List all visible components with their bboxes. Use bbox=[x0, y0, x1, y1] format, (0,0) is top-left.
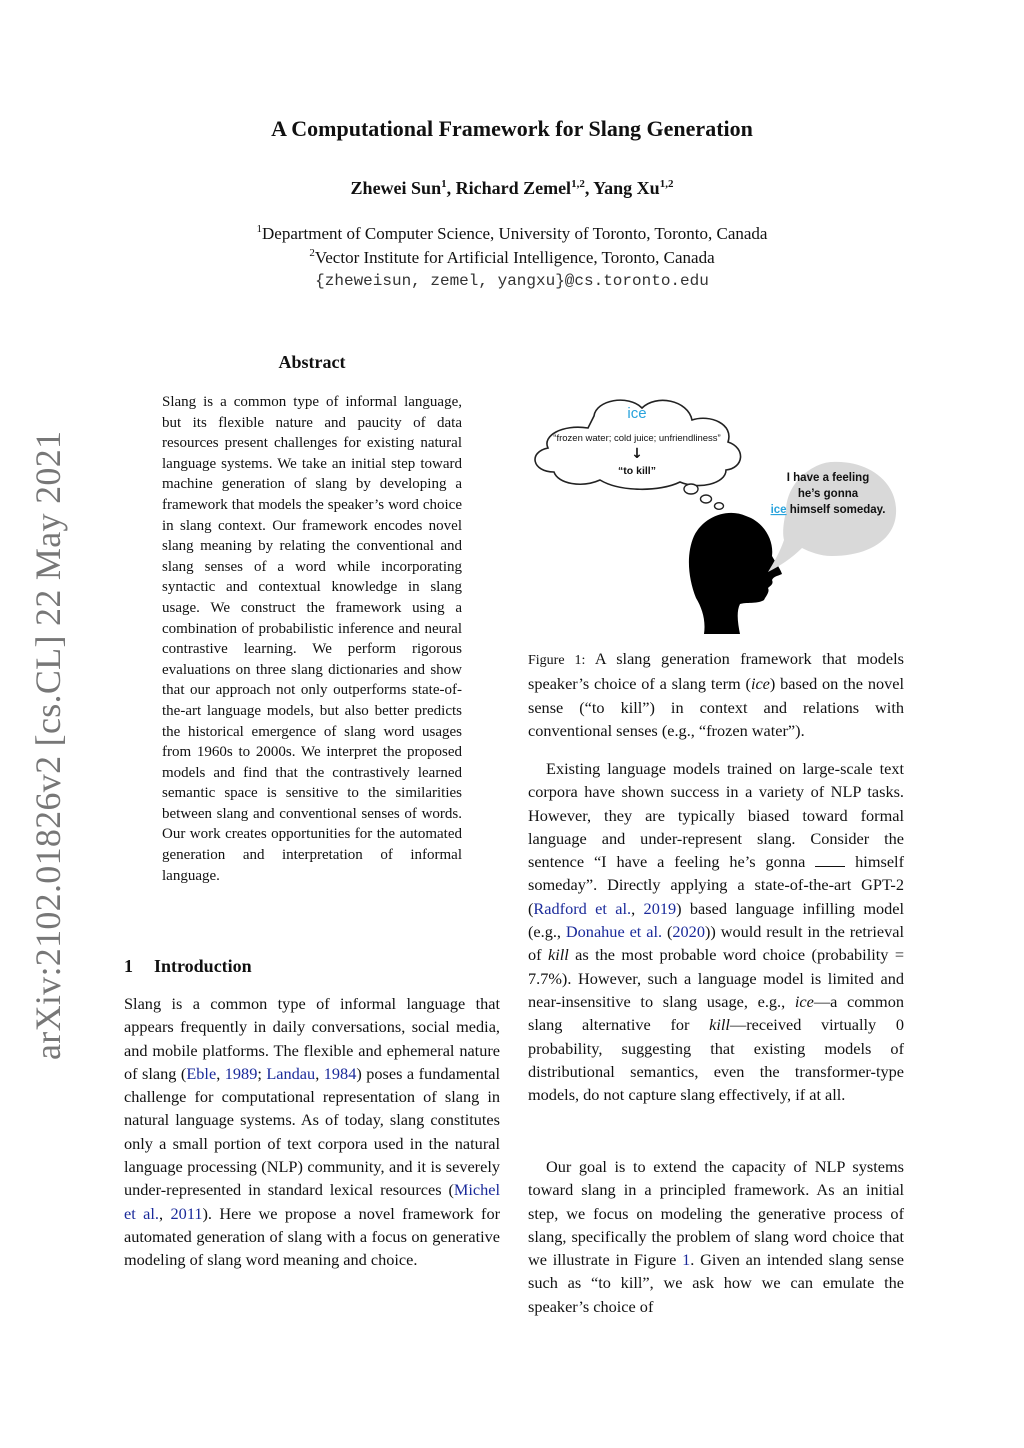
text-run: as the most probable word choice (probability = 7.7%). However, such a language model is limited and near-insensitive to slang usage, e.g., bbox=[528, 945, 904, 1011]
citation-link[interactable]: 1989 bbox=[224, 1063, 258, 1083]
citation-link[interactable]: 2020 bbox=[672, 922, 705, 942]
affiliation-text: Vector Institute for Artificial Intelligence, Toronto, Canada bbox=[314, 248, 715, 267]
affiliation-text: Department of Computer Science, University of Toronto, Toronto, Canada bbox=[262, 224, 768, 243]
text-run: A slang generation framework that models speaker’s choice of a slang term ( bbox=[528, 649, 904, 694]
text-run: ) based on the novel sense (“to kill”) in context and relations with conventional senses (e.g., “frozen water”). bbox=[528, 674, 904, 740]
affiliation bbox=[0, 224, 1024, 244]
emphasis: kill bbox=[709, 1015, 730, 1035]
thought-dot bbox=[715, 503, 724, 510]
intro-paragraph: Slang is a common type of informal language that appears frequently in daily conversations, social media, and mobile platforms. The flexible and ephemeral nature of slang (Eble, 1989; Landau, 1984) poses a fundamental challenge for computational representation of slang in natural language systems. As of today, slang constitutes only a small portion of text corpora used in the natural language processing (NLP) community, and it is severely under-represented in standard lexical resources (Michel et al., 2011). Here we propose a novel framework for automated generation of slang with a focus on generative modeling of slang word meaning and choice. bbox=[124, 994, 501, 1270]
author-name: Zhewei Sun bbox=[350, 178, 442, 198]
speech-line-2: he’s gonna bbox=[797, 488, 859, 500]
citation-link[interactable]: 1984 bbox=[323, 1063, 357, 1083]
down-arrow-icon: ↓ bbox=[631, 446, 643, 462]
speech-line-3-rest: himself someday. bbox=[786, 504, 886, 516]
cloud-slang-word: ice bbox=[627, 405, 647, 422]
affiliation bbox=[0, 248, 1024, 268]
author-name: Yang Xu bbox=[593, 178, 660, 198]
text-run: Existing language models trained on large-scale text corpora have shown success in a variety of NLP tasks. However, they are typically biased toward formal language and under-represent slang. Consider the sentence “I have a feeling he’s gonna bbox=[528, 759, 904, 872]
speech-line-1: I have a feeling bbox=[786, 472, 870, 484]
affiliation-sup: 2 bbox=[309, 247, 315, 259]
figure-caption bbox=[528, 647, 904, 742]
thought-dot bbox=[684, 484, 698, 494]
cloud-conventional-senses: “frozen water; cold juice; unfriendliness” bbox=[553, 433, 721, 444]
emphasis: kill bbox=[547, 945, 569, 965]
text-run: ) poses a fundamental challenge for computational representation of slang in natural language systems. As of today, slang constitutes only a small portion of text corpora used in the natural language processing (NLP) community, and it is severely under-represented in standard lexical resources ( bbox=[124, 1063, 501, 1200]
text-run: . Given an intended slang sense such as “to kill”, we ask how we can emulate the speaker’s choice of bbox=[528, 1250, 904, 1316]
text-run: ). Here we propose a novel framework for automated generation of slang with a focus on generative modeling of slang word meaning and choice. bbox=[124, 1203, 501, 1270]
thought-dots bbox=[684, 484, 724, 509]
citation-link[interactable]: Michel et al. bbox=[124, 1180, 500, 1223]
abstract-heading: Abstract bbox=[278, 352, 346, 372]
text-run: ; bbox=[257, 1063, 267, 1083]
body-paragraph: Existing language models trained on large-scale text corpora have shown success in a variety of NLP tasks. However, they are typically biased toward formal language and under-represent slang. Consider the sentence “I have a feeling he’s gonna himself someday”. Directly applying a state-of-the-art GPT-2 (Radford et al., 2019) based language infilling model (e.g., Donahue et al. (2020)) would result in the retrieval of kill as the most probable word choice (probability = 7.7%). However, such a language model is limited and near-insensitive to slang usage, e.g., ice—a common slang alternative for kill—received virtually 0 probability, suggesting that existing models of distributional semantics, even the transformer-type models, do not capture slang effectively, if at all. bbox=[528, 759, 905, 1105]
author-affil-sup: 1 bbox=[441, 178, 447, 190]
text-run: Slang is a common type of informal language that appears frequently in daily conversations, social media, and mobile platforms. The flexible and ephemeral nature of slang ( bbox=[124, 994, 500, 1083]
figure-label: Figure 1: bbox=[528, 653, 586, 668]
citation-link[interactable]: Landau bbox=[266, 1063, 316, 1083]
author-list: Zhewei Sun$^1$, Richard Zemel$^{1,2}$, Yang Xu$^{1,2}$ bbox=[350, 178, 674, 198]
emphasis: ice bbox=[794, 991, 814, 1011]
caption-term: ice bbox=[750, 674, 770, 694]
text-run: ) based language infilling model (e.g., bbox=[528, 898, 905, 942]
head-silhouette-icon bbox=[689, 513, 782, 634]
blank-slot bbox=[815, 852, 845, 867]
figure-reference-link[interactable]: 1 bbox=[682, 1250, 691, 1270]
author-email: {zheweisun, zemel, yangxu}@cs.toronto.edu bbox=[315, 272, 709, 290]
author-name: Richard Zemel bbox=[455, 178, 572, 198]
citation-link[interactable]: 2011 bbox=[170, 1203, 203, 1223]
author-affil-sup: 1,2 bbox=[571, 178, 585, 190]
text-run: Our goal is to extend the capacity of NLP systems toward slang in a principled framework. As an initial step, we focus on modeling the generative process of slang, specifically the problem of slang word choice that we illustrate in Figure bbox=[528, 1157, 904, 1270]
speech-line-3 bbox=[771, 504, 886, 516]
text-run: himself someday”. Directly applying a state-of-the-art GPT-2 ( bbox=[528, 852, 904, 918]
text-run: )) would result in the retrieval of bbox=[528, 922, 904, 965]
arxiv-identifier: arXiv:2102.01826v2 [cs.CL] 22 May 2021 bbox=[28, 430, 68, 1060]
author-affil-sup: 1,2 bbox=[659, 178, 674, 190]
citation-link[interactable]: Radford et al. bbox=[533, 898, 632, 918]
thought-dot bbox=[701, 495, 712, 503]
text-run: —a common slang alternative for bbox=[528, 991, 904, 1035]
text-run: —received virtually 0 probability, suggesting that existing models of distributional semantics, even the transformer-type models, do not capture slang effectively, if at all. bbox=[528, 1015, 905, 1105]
affiliation-sup: 1 bbox=[256, 223, 263, 235]
section-heading bbox=[124, 956, 252, 977]
citation-link[interactable]: 2019 bbox=[643, 898, 677, 918]
cloud-target-sense: “to kill” bbox=[618, 465, 656, 477]
citation-link[interactable]: Donahue et al. bbox=[565, 922, 663, 942]
figure-1-illustration bbox=[520, 380, 920, 640]
thought-cloud bbox=[535, 400, 741, 489]
body-paragraph bbox=[528, 1155, 904, 1318]
abstract-text: Slang is a common type of informal language, but its flexible nature and paucity of data resources present challenges for existing natural language systems. We take an initial step toward machine generation of slang by developing a framework that models the speaker’s word choice in slang context. Our framework encodes novel slang meaning by relating the conventional and slang senses of a word while incorporating syntactic and contextual knowledge in slang usage. We construct the framework using a combination of probabilistic inference and neural contrastive learning. We perform rigorous evaluations on three slang dictionaries and show that our approach not only outperforms state-of-the-art language models, but also better predicts the historical emergence of slang word usages from 1960s to 2000s. We interpret the proposed models and find that the contrastively learned semantic space is sensitive to the similarities between slang and conventional senses of words. Our work creates opportunities for the automated generation and interpretation of informal language. bbox=[162, 394, 462, 884]
section-number: 1 bbox=[124, 956, 133, 976]
speech-slang-word: ice bbox=[770, 504, 787, 516]
citation-link[interactable]: Eble bbox=[186, 1063, 217, 1083]
section-title: Introduction bbox=[154, 956, 252, 976]
paper-title: A Computational Framework for Slang Generation bbox=[271, 116, 753, 141]
